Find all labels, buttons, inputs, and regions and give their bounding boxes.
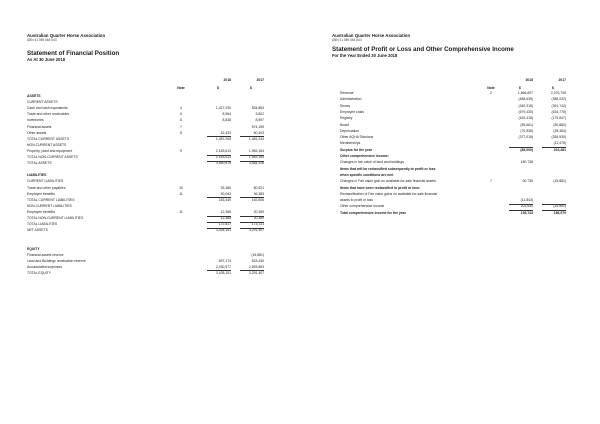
col-2018-header: 2018 (223, 78, 231, 82)
row-label: Cash and cash equivalents (27, 106, 68, 111)
value-2017: 1,983,184 (248, 155, 264, 159)
total-rule (207, 222, 231, 223)
value-2017: 623,430 (251, 258, 264, 263)
value-2017: 1,983,184 (248, 148, 264, 153)
row-label: Property, plant and equipment (27, 148, 73, 153)
value-2017: (634,776) (551, 109, 566, 114)
total-rule (207, 155, 231, 156)
value-2017: (385,032) (551, 97, 566, 102)
value-2018: (85,000) (520, 147, 533, 152)
value-2017: (391,742) (551, 103, 566, 108)
row-label: NON-CURRENT ASSETS (27, 142, 67, 147)
total-rule (240, 197, 264, 198)
row-label: TOTAL NON-CURRENT LIABILITIES (27, 216, 84, 220)
row-label: Trade and other payables (27, 185, 66, 190)
value-2018: 3,428,151 (215, 270, 231, 275)
value-2018: 12,368 (220, 209, 231, 214)
row-label: Surplus for the year (340, 147, 373, 152)
value-2018: (377,018) (518, 135, 533, 140)
row-label: Financial assets reserve (27, 252, 64, 257)
value-2017: 3,802 (255, 112, 264, 117)
total-rule (207, 161, 231, 162)
row-label: CURRENT LIABILITIES (27, 179, 64, 184)
row-label: Employee benefits (27, 209, 55, 214)
row-label: Registry (340, 116, 353, 121)
row-label: Trade and other receivables (27, 112, 70, 117)
page-title: Statement of Financial Position (27, 50, 120, 57)
row-label: Other assets (27, 130, 47, 135)
row-note: 10 (179, 185, 183, 190)
row-label: EQUITY (27, 246, 40, 251)
value-2018: 90,063 (220, 191, 231, 196)
total-rule (240, 228, 264, 229)
value-2017: 834,883 (251, 106, 264, 111)
value-2017: 3,291,407 (248, 228, 264, 233)
value-2017: 20,389 (253, 216, 264, 220)
total-rule (240, 222, 264, 223)
row-label: Other comprehensive income (340, 204, 385, 209)
row-label: Land and Buildings revaluation reserve (27, 258, 86, 263)
value-2018: (468,639) (518, 97, 533, 102)
value-2018: 180,738 (520, 160, 533, 165)
value-2017: 186,570 (553, 210, 566, 215)
value-2018: 136,744 (520, 210, 533, 215)
value-2017: (15,881) (251, 252, 264, 257)
profit-loss-page (300, 0, 600, 424)
value-2017: 574,159 (251, 124, 264, 129)
value-2018: 2,163,613 (215, 155, 231, 159)
value-2018: (55,661) (520, 122, 533, 127)
row-label: ASSETS (27, 94, 41, 98)
row-label: TOTAL NON-CURRENT ASSETS (27, 155, 78, 159)
value-2018: 2,163,613 (215, 148, 231, 153)
col-note-header: Note (487, 86, 495, 90)
row-note: 9 (180, 148, 182, 153)
row-note: 4 (180, 106, 182, 111)
row-label: Items that will be reclassified subsequently to profit or loss (340, 166, 436, 171)
col-unit-2017: $ (250, 86, 252, 90)
row-label: Memberships (340, 141, 361, 146)
abn: ABN 41 089 664 643 (27, 38, 57, 42)
row-label: Employee benefits (27, 191, 55, 196)
row-label: TOTAL CURRENT ASSETS (27, 136, 70, 141)
row-label: assets to profit or loss (340, 198, 373, 203)
value-2018: (162,418) (518, 116, 533, 121)
value-2018: 202,630 (520, 204, 533, 209)
row-note: 6 (180, 118, 182, 123)
value-2018: 1,427,030 (215, 106, 231, 111)
row-label: Total comprehensive income for the year (340, 210, 406, 215)
row-label: Other AQHA Divisions (340, 135, 374, 140)
abn: ABN 41 089 664 643 (332, 38, 362, 42)
total-rule (240, 270, 264, 271)
row-note: 11 (179, 209, 183, 214)
total-rule (207, 216, 231, 217)
row-label: Revenue (340, 91, 354, 95)
value-2017: 20,389 (253, 209, 264, 214)
total-rule (509, 210, 533, 211)
row-label: Administration (340, 97, 362, 102)
value-2017: 8,597 (255, 118, 264, 123)
value-2017: (28,384) (553, 128, 566, 133)
value-2017: (179,847) (551, 116, 566, 121)
page-title: Statement of Profit or Loss and Other Comprehensive Income (332, 46, 514, 53)
value-2017: 2,693,863 (248, 264, 264, 269)
value-2017: 2,076,708 (550, 91, 566, 95)
page-subtitle: For the Year Ended 30 June 2018 (332, 53, 398, 58)
row-label: Shows (340, 103, 351, 108)
row-label: CURRENT ASSETS (27, 100, 58, 105)
value-2017: (15,881) (553, 179, 566, 184)
row-label: TOTAL ASSETS (27, 161, 52, 166)
value-2017: 152,806 (251, 197, 264, 202)
row-label: Changes in Fair value gain on available-for-sale financial assets (340, 179, 436, 184)
row-label: TOTAL EQUITY (27, 270, 52, 275)
total-rule (542, 204, 566, 205)
row-label: Employee costs (340, 109, 364, 114)
total-rule (509, 147, 533, 148)
page-subtitle: As At 30 June 2018 (27, 57, 66, 62)
row-label: TOTAL CURRENT LIABILITIES (27, 197, 75, 202)
value-2018: 1,866,697 (517, 91, 533, 95)
value-2018: 8,838 (222, 118, 231, 123)
value-2017: (11,476) (553, 141, 566, 146)
org-name: Australian Quarter Horse Association (332, 33, 411, 38)
row-label: Inventories (27, 118, 44, 123)
value-2018: 8,964 (222, 112, 231, 117)
col-note-header: Note (177, 86, 185, 90)
row-label: NET ASSETS (27, 228, 48, 233)
total-rule (207, 270, 231, 271)
value-2018: 42,433 (220, 130, 231, 135)
row-label: Reclassification of Fair value gains on available-for-sale financial (340, 191, 438, 196)
row-label: Other comprehensive income: (340, 154, 389, 158)
value-2017: 60,403 (253, 130, 264, 135)
value-2018: 172,817 (218, 222, 231, 227)
col-2017-header: 2017 (256, 78, 264, 82)
row-label: Financial assets (27, 124, 52, 129)
value-2017: 213,481 (553, 147, 566, 152)
row-label: Items that have been reclassified to profit or loss: (340, 185, 421, 190)
value-2017: (50,880) (553, 122, 566, 127)
total-rule (207, 197, 231, 198)
value-2018: 93,386 (220, 185, 231, 190)
total-rule (207, 228, 231, 229)
value-2018: (349,318) (518, 103, 533, 108)
total-rule (207, 136, 231, 137)
total-rule (542, 210, 566, 211)
total-rule (240, 216, 264, 217)
col-2017-header: 2017 (558, 78, 566, 82)
row-label: TOTAL LIABILITIES (27, 222, 58, 227)
value-2018: 897,174 (218, 258, 231, 263)
row-label: when specific conditions are met (340, 172, 394, 177)
total-rule (542, 147, 566, 148)
value-2018: 30,735 (522, 179, 533, 184)
value-2017: 36,383 (253, 191, 264, 196)
row-label: NON-CURRENT LIABILITIES (27, 203, 72, 208)
row-note: 2 (490, 91, 492, 95)
col-unit-2018: $ (519, 86, 521, 90)
value-2018: 3,428,161 (215, 228, 231, 233)
value-2017: 173,131 (251, 222, 264, 227)
total-rule (509, 204, 533, 205)
row-note: 11 (179, 191, 183, 196)
value-2018: 12,368 (220, 216, 231, 220)
org-name: Australian Quarter Horse Association (27, 33, 106, 38)
value-2017: 3,464,328 (248, 161, 264, 166)
row-note: 7 (490, 179, 492, 184)
value-2018: 183,449 (218, 197, 231, 202)
row-note: 5 (180, 112, 182, 117)
row-label: Board (340, 122, 350, 127)
value-2017: 80,521 (253, 185, 264, 190)
value-2017: (15,881) (553, 204, 566, 209)
total-rule (240, 136, 264, 137)
value-2018: (70,538) (520, 128, 533, 133)
value-2017: 1,481,244 (248, 136, 264, 141)
row-label: Accumulated surpluses (27, 264, 63, 269)
total-rule (240, 161, 264, 162)
value-2018: (679,430) (518, 109, 533, 114)
value-2017: (326,530) (551, 135, 566, 140)
row-note: 8 (180, 130, 182, 135)
row-note: 7 (180, 124, 182, 129)
value-2018: 3,650,878 (215, 161, 231, 166)
value-2018: (11,843) (520, 198, 533, 203)
col-2018-header: 2018 (525, 78, 533, 82)
row-label: Depreciation (340, 128, 360, 133)
row-label: LIABILITIES (27, 173, 47, 178)
value-2017: 3,291,407 (248, 270, 264, 275)
col-unit-2018: $ (217, 86, 219, 90)
value-2018: 2,430,977 (215, 264, 231, 269)
value-2018: 1,487,265 (215, 136, 231, 141)
col-unit-2017: $ (552, 86, 554, 90)
row-label: Changes in fair value of land and buildings (340, 160, 404, 165)
total-rule (240, 155, 264, 156)
